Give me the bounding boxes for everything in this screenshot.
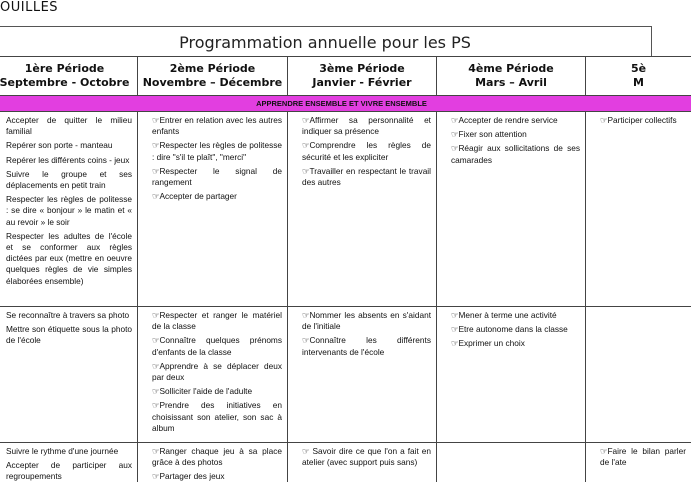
- objective-item: ☞Respecter les règles de politesse : dire "s'il te plaît", "merci": [152, 140, 282, 162]
- objective-item: Repérer les différents coins - jeux: [6, 154, 130, 165]
- period-months: Septembre - Octobre: [0, 76, 130, 89]
- period-label: 4ème Période: [468, 62, 554, 75]
- objectives-cell: [585, 442, 691, 482]
- objectives-cell: [0, 442, 137, 482]
- objective-item: Respecter les adultes de l'école et se conformer aux règles dictées par eux (mettre en oeuvre quelques règles de vie simples élaborées ensemble): [6, 230, 132, 286]
- objective-item: ☞Travailler en respectant le travail des autres: [302, 165, 431, 188]
- objective-item: ☞Affirmer sa personnalité et indiquer sa présence: [302, 115, 431, 137]
- objectives-cell: [0, 306, 137, 442]
- objective-item: ☞Faire le bilan parler de l'ate: [600, 446, 686, 468]
- period-label: 1ère Période: [24, 62, 105, 75]
- period-header-row: [0, 56, 691, 95]
- objective-item: Se reconnaître à travers sa photo: [6, 310, 130, 320]
- objective-item: Accepter de participer aux regroupements: [6, 460, 132, 482]
- header-fragment: OUILLES: [0, 0, 59, 15]
- objectives-cell: [287, 111, 436, 306]
- period-label: 5è: [630, 62, 647, 75]
- objective-item: ☞Etre autonome dans la classe: [451, 324, 568, 335]
- objective-item: ☞Apprendre à se déplacer deux par deux: [152, 360, 282, 383]
- period-header-4: [436, 56, 585, 95]
- period-months: Janvier - Février: [312, 76, 412, 89]
- objectives-cell: [585, 306, 691, 442]
- objectives-row: [0, 442, 691, 482]
- period-label: 2ème Période: [169, 62, 256, 75]
- period-months: M: [633, 76, 644, 89]
- objective-item: ☞Solliciter l'aide de l'adulte: [152, 386, 253, 397]
- objective-item: ☞Respecter le signal de rangement: [152, 165, 282, 188]
- programmation-table: [0, 56, 691, 482]
- objective-item: Accepter de quitter le milieu familial: [6, 115, 132, 137]
- objectives-row: [0, 111, 691, 306]
- objectives-cell: [436, 111, 585, 306]
- period-header-2: [137, 56, 287, 95]
- objective-item: ☞ Savoir dire ce que l'on a fait en atelier (avec support puis sans): [302, 446, 431, 468]
- objective-item: ☞Ranger chaque jeu à sa place grâce à des photos: [152, 446, 282, 468]
- objective-item: Mettre son étiquette sous la photo de l'école: [6, 324, 132, 346]
- objective-item: ☞Respecter et ranger le matériel de la classe: [152, 310, 282, 332]
- objectives-cell: [287, 306, 436, 442]
- objective-item: ☞Accepter de partager: [152, 191, 237, 202]
- objectives-row: [0, 306, 691, 442]
- objective-item: ☞Exprimer un choix: [451, 338, 525, 349]
- objective-item: ☞Partager des jeux: [152, 471, 225, 482]
- page-title: Programmation annuelle pour les PS: [179, 32, 471, 52]
- period-months: Novembre – Décembre: [142, 76, 283, 89]
- objectives-cell: [287, 442, 436, 482]
- objectives-cell: [436, 442, 585, 482]
- period-header-1: [0, 56, 137, 95]
- objective-item: ☞Nommer les absents en s'aidant de l'initiale: [302, 310, 431, 332]
- objective-item: Respecter les règles de politesse : se dire « bonjour » le matin et « au revoir » le soir: [6, 194, 132, 227]
- objectives-cell: [436, 306, 585, 442]
- objective-item: Repérer son porte - manteau: [6, 140, 113, 151]
- objective-item: ☞Réagir aux sollicitations de ses camarades: [451, 143, 580, 165]
- objective-item: ☞Comprendre les règles de sécurité et les expliciter: [302, 140, 431, 162]
- objective-item: ☞Connaître quelques prénoms d'enfants de la classe: [152, 335, 282, 357]
- objective-item: Suivre le rythme d'une journée: [6, 446, 119, 456]
- objectives-cell: [137, 442, 287, 482]
- title-box: [0, 26, 652, 57]
- objective-item: ☞Mener à terme une activité: [451, 310, 557, 320]
- objective-item: ☞Accepter de rendre service: [451, 115, 558, 125]
- objectives-cell: [0, 111, 137, 306]
- objectives-cell: [137, 306, 287, 442]
- objective-item: ☞Fixer son attention: [451, 129, 527, 140]
- period-months: Mars – Avril: [475, 76, 547, 89]
- objective-item: Suivre le groupe et ses déplacements en petit train: [6, 168, 132, 191]
- objectives-cell: [137, 111, 287, 306]
- objective-item: ☞Prendre des initiatives en choisissant son atelier, son sac à album: [152, 400, 282, 433]
- objective-item: ☞Entrer en relation avec les autres enfants: [152, 115, 282, 137]
- period-label: 3ème Période: [319, 62, 405, 75]
- objectives-cell: [585, 111, 691, 306]
- objective-item: ☞Connaître les différents intervenants de l'école: [302, 335, 431, 357]
- period-header-5: [585, 56, 691, 95]
- section-banner: APPRENDRE ENSEMBLE ET VIVRE ENSEMBLE: [0, 95, 691, 111]
- period-header-3: [287, 56, 436, 95]
- objective-item: ☞Participer collectifs: [600, 115, 677, 125]
